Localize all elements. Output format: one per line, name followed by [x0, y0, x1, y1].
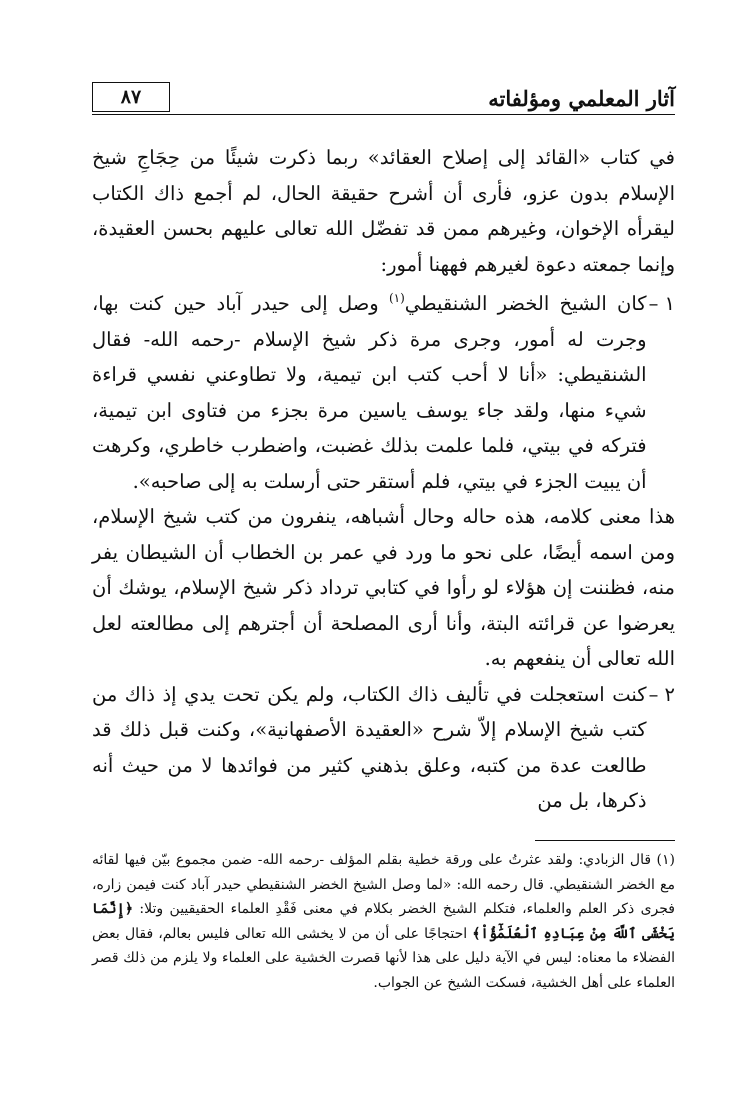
list-item-text [92, 286, 647, 499]
page-number: ٨٧ [92, 82, 170, 112]
running-title: آثار المعلمي ومؤلفاته [488, 86, 675, 111]
footnote-1 [92, 848, 675, 995]
list-item-number: ٢ – [648, 682, 675, 706]
item1-text-rest: وصل إلى حيدر آباد حين كنت بها، وجرت له أمور، وجرى مرة ذكر شيخ الإسلام -رحمه الله- فقال الشنقيطي: «أنا لا أحب كتب ابن تيمية، ولا تطاوعني نفسي قراءة شيء منها، ولقد جاء يوسف ياسين مرة بجزء من فتاوى ابن تيمية، فتركه في بيتي، فلما علمت بذلك غضبت، واضطرب خاطري، وكرهت أن يبيت الجزء في بيتي، فلم أستقر حتى أرسلت به إلى صاحبه». [92, 292, 647, 493]
list-item-text: كنت استعجلت في تأليف ذاك الكتاب، ولم يكن تحت يدي إذ ذاك من كتب شيخ الإسلام إلاّ شرح «العقيدة الأصفهانية»، وكنت قبل ذلك قد طالعت عدة من كتبه، وعلق بذهني كثير من فوائدها لا من حيث أنه ذكرها، بل من [92, 682, 647, 812]
quran-quote: ﴿إِنَّمَا يَخْشَى ٱللَّهَ مِنْ عِبَادِهِ ٱلْعُلَمَٰٓؤُاْ﴾ [92, 901, 675, 942]
list-item-number: ١ – [648, 292, 675, 315]
header-rule [92, 114, 675, 115]
footnote-separator [535, 840, 675, 841]
footnote-reference: (١) [388, 291, 405, 305]
list-item-2 [92, 677, 675, 819]
intro-paragraph: في كتاب «القائد إلى إصلاح العقائد» ربما ذكرت شيئًا من حِجَاجِ شيخ الإسلام بدون عزو، فأرى أن أشرح حقيقة الحال، لم أجمع ذاك الكتاب ليقرأه الإخوان، وغيرهم ممن قد تفضّل الله تعالى عليهم بحسن العقيدة، وإنما جمعته دعوة لغيرهم فههنا أمور: [92, 146, 675, 276]
main-text [92, 140, 675, 819]
footnotes [92, 848, 675, 995]
footnote-text-start: قال الزبادي: ولقد عثرتُ على ورقة خطية بقلم المؤلف -رحمه الله- ضمن مجموع بيّن فيها لقائه مع الخضر الشنقيطي. قال رحمه الله: «لما وصل الشيخ الخضر الشنقيطي حيدر آباد كنت فيمن زاره، فجرى ذكر العلم والعلماء، فتكلم الشيخ الخضر بكلام في معنى فَقْدِ العلماء الحقيقيين وتلا: [92, 852, 675, 917]
footnote-text-end: احتجاجًا على أن من لا يخشى الله تعالى فليس بعالم، فقال بعض الفضلاء ما معناه: ليس في الآية دليل على هذا لأنها قصرت الخشية على العلماء ولا يلزم من ذلك قصر العلماء على أهل الخشية، فسكت الشيخ عن الجواب. [92, 925, 675, 991]
footnote-marker: (١) [656, 852, 675, 868]
list-item-1 [92, 286, 675, 499]
item1-text-start: كان الشيخ الخضر الشنقيطي [404, 292, 647, 315]
paragraph-2: هذا معنى كلامه، هذه حاله وحال أشباهه، ينفرون من كتب شيخ الإسلام، ومن اسمه أيضًا، على نحو ما ورد في عمر بن الخطاب أن الشيطان يفر منه، فظننت إن هؤلاء لو رأوا في كتابي ترداد ذكر شيخ الإسلام، يوشك أن يعرضوا عن قرائته البتة، وأنا أرى المصلحة أن أجترهم إلى مطالعته لعل الله تعالى أن ينفعهم به. [92, 505, 675, 670]
page-header [92, 82, 675, 118]
